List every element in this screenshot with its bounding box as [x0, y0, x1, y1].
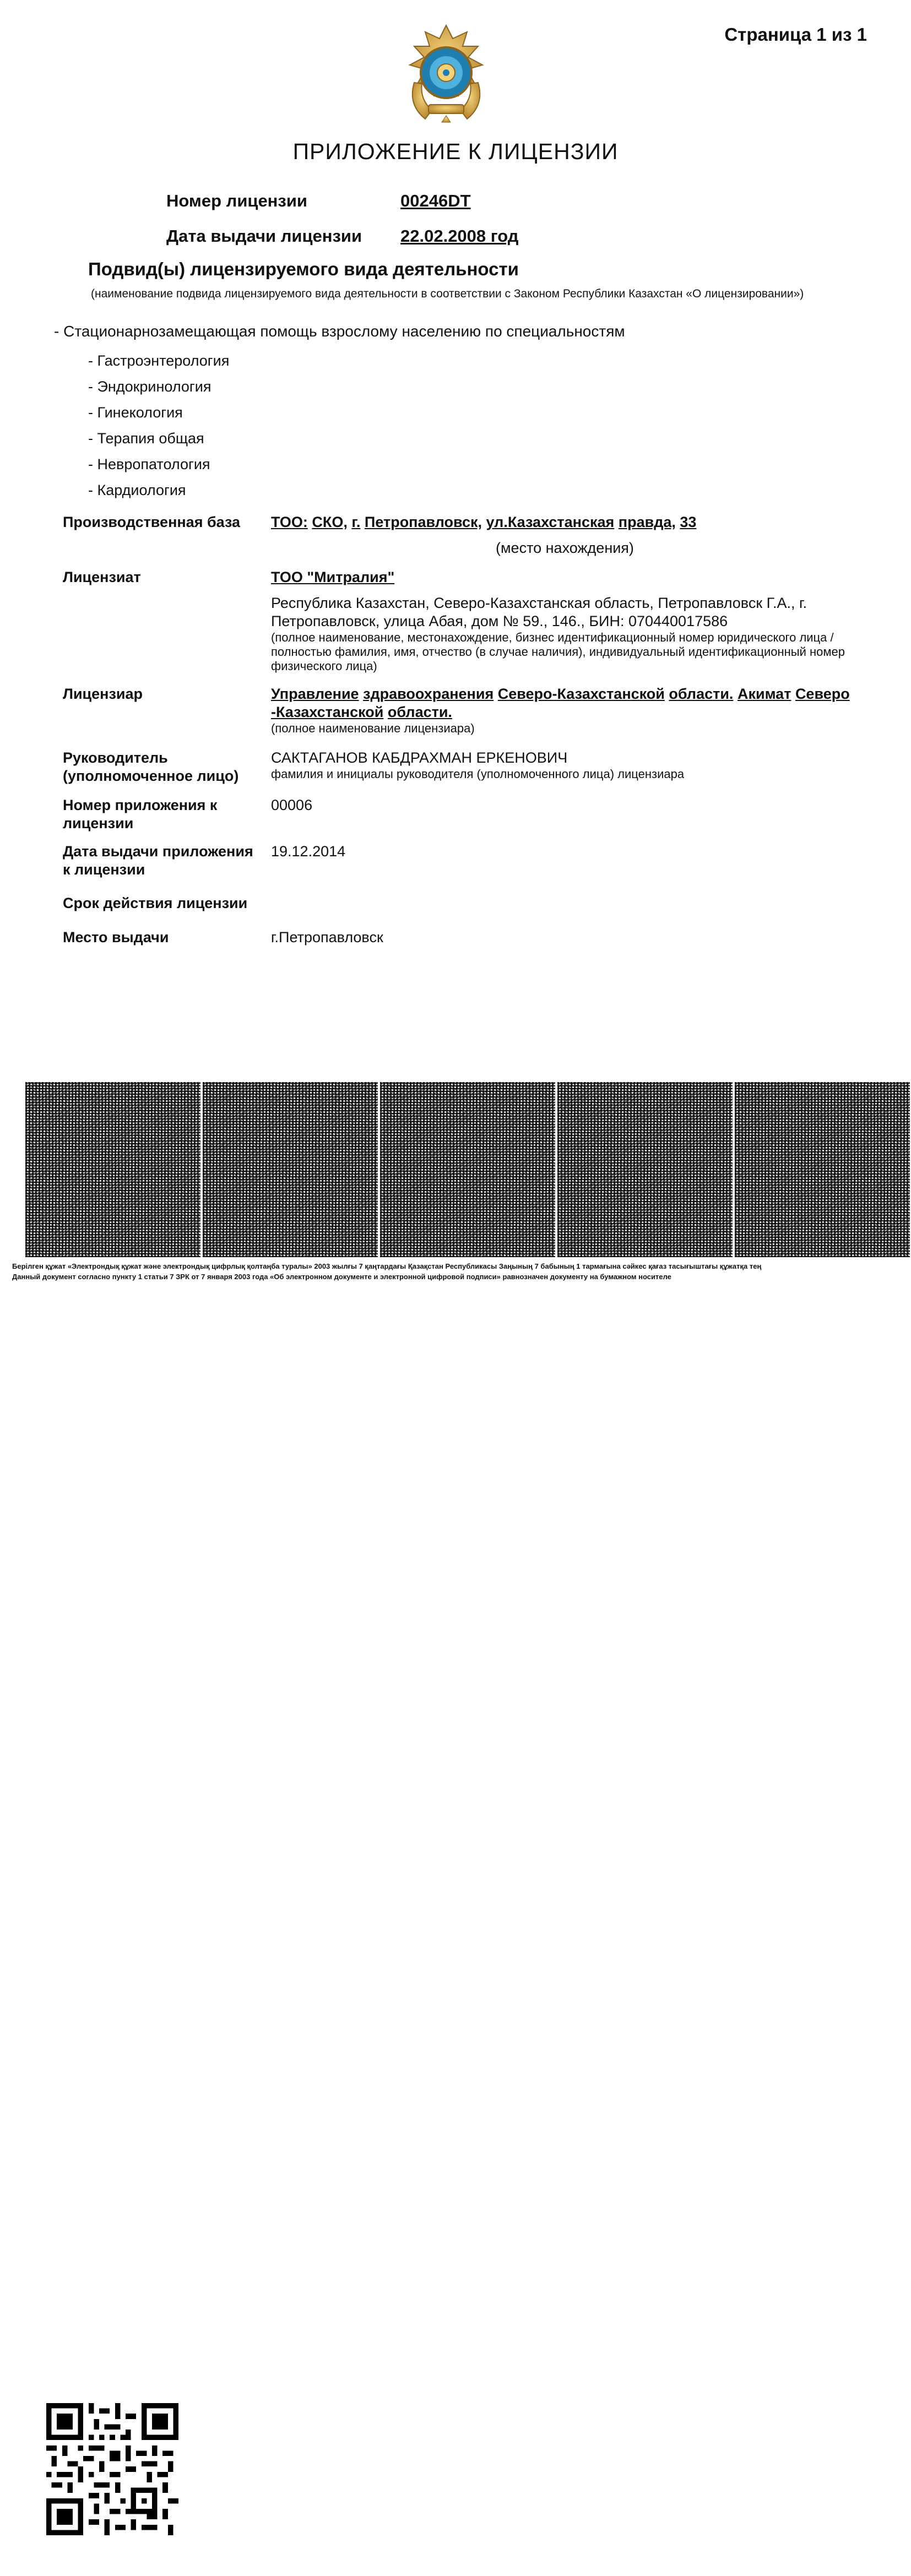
appendix-date-value: 19.12.2014 — [271, 843, 346, 860]
specialty-item: - Невропатология — [88, 456, 210, 472]
subtype-heading: Подвид(ы) лицензируемого вида деятельности — [88, 259, 519, 279]
licensor-part: Северо — [795, 686, 850, 702]
head-label-line: Руководитель — [63, 749, 168, 766]
appendix-number-label — [63, 796, 261, 833]
address-part: ТОО: — [271, 514, 308, 530]
validity-label: Срок действия лицензии — [63, 895, 248, 911]
licensee-name: ТОО "Митралия" — [271, 569, 395, 585]
licensor-part: Управление — [271, 686, 359, 702]
appendix-number-value: 00006 — [271, 797, 313, 813]
signature-barcode — [557, 1082, 733, 1257]
licensor-part: Акимат — [737, 686, 791, 702]
signature-barcode — [380, 1082, 555, 1257]
specialty-list — [88, 348, 229, 503]
license-number-label: Номер лицензии — [166, 191, 307, 210]
production-base-value — [271, 513, 866, 531]
licensor-part: области. — [669, 686, 734, 702]
licensor-part: здравоохранения — [363, 686, 494, 702]
licensor-note: (полное наименование лицензиара) — [271, 721, 475, 735]
address-part: Петропавловск, — [364, 514, 482, 530]
legal-notice — [12, 1261, 904, 1282]
specialty-item: - Кардиология — [88, 482, 186, 498]
licensor-part: Северо-Казахстанской — [497, 686, 665, 702]
specialty-item: - Гастроэнтерология — [88, 352, 230, 369]
address-part: г. — [351, 514, 361, 530]
state-emblem-icon — [398, 22, 495, 126]
head-note: фамилия и инициалы руководителя (уполномоченного лица) лицензиара — [271, 767, 685, 781]
address-part: ул.Казахстанская — [486, 514, 615, 530]
signature-barcode — [735, 1082, 910, 1257]
legal-notice-kz: Берілген құжат «Электрондық құжат және электрондық цифрлық қолтаңба туралы» 2003 жылғы 7 қаңтардағы Қазақстан Республикасы Заңының 7 бабының 1 тармағына сәйкес қағаз тасығыштағы құжатқа тең — [12, 1262, 762, 1270]
licensee-note: (полное наименование, местонахождение, бизнес идентификационный номер юридического лица / полностью фамилия, имя, отчество (в случае наличия), индивидуальный идентификационный номер физического лица) — [271, 631, 845, 673]
head-label-line: (уполномоченное лицо) — [63, 768, 239, 784]
location-note: (место нахождения) — [496, 540, 634, 556]
licensee-address: Республика Казахстан, Северо-Казахстанская область, Петропавловск Г.А., г. Петропавловск, улица Абая, дом № 59., 146., БИН: 070440017586 — [271, 595, 807, 629]
production-base-label: Производственная база — [63, 514, 241, 530]
license-date-label: Дата выдачи лицензии — [166, 226, 362, 246]
licensee-value — [271, 568, 866, 673]
appendix-date-label-line: к лицензии — [63, 861, 145, 878]
signature-barcode — [25, 1082, 200, 1257]
licensee-label: Лицензиат — [63, 569, 141, 585]
appendix-date-label-line: Дата выдачи приложения — [63, 843, 253, 860]
place-label: Место выдачи — [63, 929, 169, 945]
appendix-number-label-line: Номер приложения к — [63, 797, 218, 813]
specialty-item: - Терапия общая — [88, 430, 204, 447]
licensor-label: Лицензиар — [63, 686, 143, 702]
licensor-part: области. — [387, 704, 452, 720]
legal-notice-ru: Данный документ согласно пункту 1 статьи 7 ЗРК от 7 января 2003 года «Об электронном документе и электронной цифровой подписи» равнозначен документу на бумажном носителе — [12, 1273, 671, 1281]
digital-signature-barcodes — [25, 1082, 907, 1257]
address-part: правда, — [618, 514, 676, 530]
license-date-value: 22.02.2008 год — [400, 226, 519, 246]
place-value: г.Петропавловск — [271, 929, 383, 945]
head-value — [271, 749, 866, 781]
specialty-item: - Гинекология — [88, 404, 183, 421]
specialty-item: - Эндокринология — [88, 378, 212, 395]
page-number: Страница 1 из 1 — [724, 24, 867, 45]
licensor-part: -Казахстанской — [271, 704, 384, 720]
address-part: СКО, — [312, 514, 348, 530]
licensor-value — [271, 685, 866, 736]
qr-code-icon — [46, 2403, 178, 2535]
address-part: 33 — [680, 514, 697, 530]
document-title: ПРИЛОЖЕНИЕ К ЛИЦЕНЗИИ — [292, 139, 619, 164]
appendix-number-label-line: лицензии — [63, 815, 134, 832]
main-specialty: - Стационарнозамещающая помощь взрослому населению по специальностям — [54, 323, 625, 340]
appendix-date-label — [63, 843, 261, 879]
head-label — [63, 749, 261, 785]
subtype-note: (наименование подвида лицензируемого вида деятельности в соответствии с Законом Республики Казахстан «О лицензировании») — [91, 287, 804, 300]
signature-barcode — [203, 1082, 378, 1257]
license-number-value: 00246DT — [400, 191, 471, 210]
head-name: САКТАГАНОВ КАБДРАХМАН ЕРКЕНОВИЧ — [271, 749, 568, 766]
